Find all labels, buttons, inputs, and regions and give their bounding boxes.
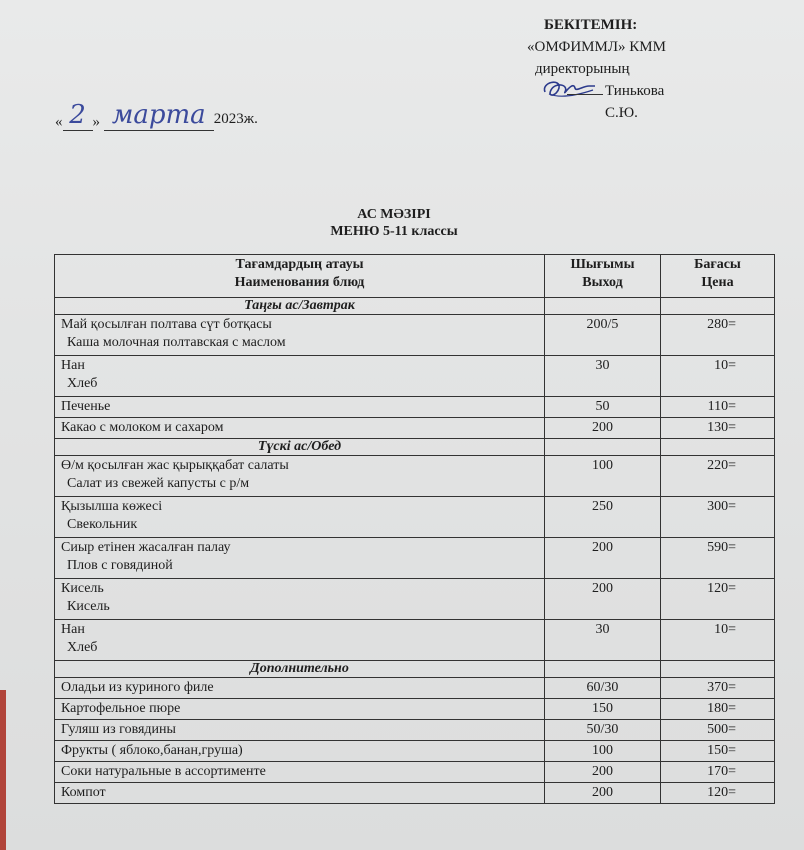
header-output bbox=[545, 255, 661, 298]
header-price-kz: Бағасы bbox=[694, 257, 741, 272]
dish-price: 170= bbox=[661, 762, 775, 783]
dish-name-line1: Қызылша көжесі bbox=[61, 499, 163, 514]
table-header bbox=[55, 255, 775, 298]
dish-price: 120= bbox=[661, 579, 775, 620]
menu-table bbox=[54, 254, 775, 804]
dish-name-line1: Гуляш из говядины bbox=[61, 722, 176, 737]
background-edge bbox=[0, 690, 6, 850]
approval-date bbox=[55, 100, 258, 131]
dish-name-line1: Картофельное пюре bbox=[61, 701, 181, 716]
dish-name-line2: Кисель bbox=[67, 599, 110, 614]
header-price-ru: Цена bbox=[701, 275, 734, 290]
dish-name bbox=[55, 699, 545, 720]
table-row bbox=[55, 741, 775, 762]
dish-name bbox=[55, 315, 545, 356]
signature-line bbox=[527, 80, 666, 121]
dish-name-line1: Компот bbox=[61, 785, 106, 800]
dish-name bbox=[55, 397, 545, 418]
date-open-quote: « bbox=[55, 114, 63, 130]
table-row bbox=[55, 397, 775, 418]
dish-name bbox=[55, 762, 545, 783]
dish-output: 200 bbox=[545, 762, 661, 783]
signature-underline bbox=[567, 94, 603, 95]
table-row bbox=[55, 315, 775, 356]
dish-name bbox=[55, 456, 545, 497]
date-month bbox=[104, 100, 214, 131]
dish-name bbox=[55, 678, 545, 699]
section-title: Дополнительно bbox=[55, 661, 545, 678]
approval-block bbox=[527, 14, 666, 121]
dish-name-line1: Нан bbox=[61, 622, 85, 637]
dish-price: 120= bbox=[661, 783, 775, 804]
dish-name bbox=[55, 579, 545, 620]
signature-icon bbox=[539, 74, 599, 104]
dish-name bbox=[55, 418, 545, 439]
dish-name-line1: Май қосылған полтава сүт ботқасы bbox=[61, 317, 272, 332]
dish-name-line1: Фрукты ( яблоко,банан,груша) bbox=[61, 743, 243, 758]
dish-name-line2: Каша молочная полтавская с маслом bbox=[67, 335, 286, 350]
header-output-kz: Шығымы bbox=[570, 257, 635, 272]
dish-name-line1: Кисель bbox=[61, 581, 104, 596]
dish-name-line1: Сиыр етінен жасалған палау bbox=[61, 540, 231, 555]
table-row bbox=[55, 783, 775, 804]
dish-output: 200/5 bbox=[545, 315, 661, 356]
dish-output: 50 bbox=[545, 397, 661, 418]
dish-output: 60/30 bbox=[545, 678, 661, 699]
section-empty-cell bbox=[661, 439, 775, 456]
approval-position: директорының bbox=[535, 61, 630, 77]
dish-name-line1: Соки натуральные в ассортименте bbox=[61, 764, 266, 779]
dish-price: 300= bbox=[661, 497, 775, 538]
dish-output: 50/30 bbox=[545, 720, 661, 741]
table-row bbox=[55, 456, 775, 497]
dish-output: 30 bbox=[545, 620, 661, 661]
dish-name-line1: Ө/м қосылған жас қырыққабат салаты bbox=[61, 458, 289, 473]
dish-price: 370= bbox=[661, 678, 775, 699]
dish-name-line2: Хлеб bbox=[67, 376, 98, 391]
dish-name-line2: Хлеб bbox=[67, 640, 98, 655]
table-row bbox=[55, 356, 775, 397]
section-empty-cell bbox=[545, 439, 661, 456]
dish-output: 100 bbox=[545, 741, 661, 762]
dish-price: 150= bbox=[661, 741, 775, 762]
section-row bbox=[55, 298, 775, 315]
dish-price: 180= bbox=[661, 699, 775, 720]
table-row bbox=[55, 579, 775, 620]
header-output-ru: Выход bbox=[582, 275, 623, 290]
director-name: Тинькова С.Ю. bbox=[605, 83, 665, 121]
date-day-value: 2 bbox=[69, 100, 86, 130]
section-row bbox=[55, 439, 775, 456]
dish-name bbox=[55, 783, 545, 804]
dish-name-line1: Оладьи из куриного филе bbox=[61, 680, 214, 695]
header-name bbox=[55, 255, 545, 298]
table-row bbox=[55, 699, 775, 720]
section-title: Таңғы ас/Завтрак bbox=[55, 298, 545, 315]
dish-output: 250 bbox=[545, 497, 661, 538]
dish-price: 110= bbox=[661, 397, 775, 418]
dish-name bbox=[55, 620, 545, 661]
dish-name bbox=[55, 497, 545, 538]
dish-name bbox=[55, 538, 545, 579]
dish-price: 10= bbox=[661, 620, 775, 661]
date-close-quote: » bbox=[92, 114, 100, 130]
section-empty-cell bbox=[545, 298, 661, 315]
table-row bbox=[55, 538, 775, 579]
section-row bbox=[55, 661, 775, 678]
approval-title: БЕКІТЕМІН: bbox=[544, 17, 638, 33]
dish-output: 200 bbox=[545, 579, 661, 620]
dish-price: 130= bbox=[661, 418, 775, 439]
dish-price: 280= bbox=[661, 315, 775, 356]
dish-name-line1: Нан bbox=[61, 358, 85, 373]
dish-name-line2: Салат из свежей капусты с р/м bbox=[67, 476, 250, 491]
dish-name-line2: Плов с говядиной bbox=[67, 558, 173, 573]
section-empty-cell bbox=[661, 661, 775, 678]
dish-name-line1: Печенье bbox=[61, 399, 111, 414]
dish-price: 10= bbox=[661, 356, 775, 397]
section-empty-cell bbox=[545, 661, 661, 678]
dish-name bbox=[55, 720, 545, 741]
table-row bbox=[55, 762, 775, 783]
dish-price: 500= bbox=[661, 720, 775, 741]
table-row bbox=[55, 678, 775, 699]
header-name-kz: Тағамдардың атауы bbox=[235, 257, 364, 272]
dish-output: 30 bbox=[545, 356, 661, 397]
dish-name-line2: Свекольник bbox=[67, 517, 138, 532]
table-row bbox=[55, 497, 775, 538]
dish-output: 200 bbox=[545, 538, 661, 579]
dish-price: 590= bbox=[661, 538, 775, 579]
table-row bbox=[55, 620, 775, 661]
date-day bbox=[63, 100, 93, 131]
menu-title-ru: МЕНЮ 5-11 классы bbox=[330, 224, 458, 239]
table-row bbox=[55, 720, 775, 741]
dish-output: 100 bbox=[545, 456, 661, 497]
dish-output: 150 bbox=[545, 699, 661, 720]
dish-name bbox=[55, 741, 545, 762]
section-title: Түскі ас/Обед bbox=[55, 439, 545, 456]
table-row bbox=[55, 418, 775, 439]
date-year: 2023ж. bbox=[213, 111, 258, 127]
dish-price: 220= bbox=[661, 456, 775, 497]
dish-output: 200 bbox=[545, 418, 661, 439]
menu-title-kz: АС МӘЗІРІ bbox=[357, 207, 431, 222]
dish-output: 200 bbox=[545, 783, 661, 804]
date-month-value: марта bbox=[111, 100, 206, 130]
header-price bbox=[661, 255, 775, 298]
approval-org: «ОМФИММЛ» КММ bbox=[527, 39, 666, 55]
dish-name bbox=[55, 356, 545, 397]
header-name-ru: Наименования блюд bbox=[234, 275, 365, 290]
dish-name-line1: Какао с молоком и сахаром bbox=[61, 420, 224, 435]
section-empty-cell bbox=[661, 298, 775, 315]
